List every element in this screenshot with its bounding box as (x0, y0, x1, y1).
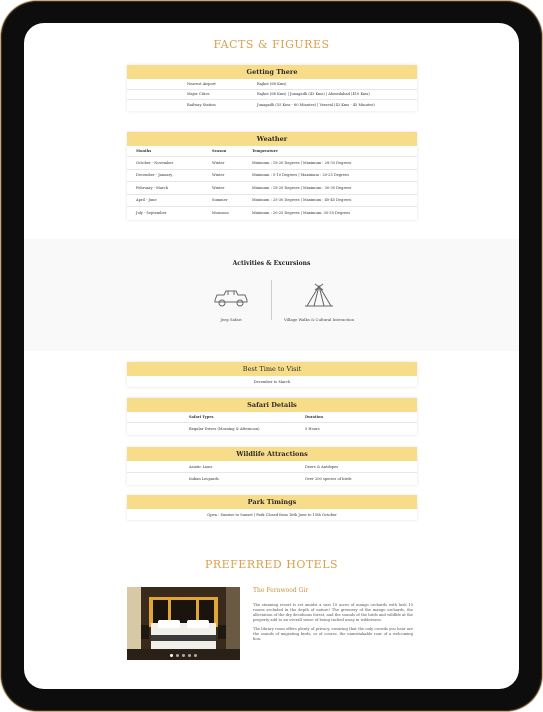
carousel-dot[interactable] (188, 654, 191, 657)
cell-months: April - June (136, 198, 157, 203)
cell-safari-type: Regular Drives (Morning & Afternoon) (189, 427, 260, 431)
activities-divider (271, 280, 272, 320)
row-value: Rajkot (68 Kms) (257, 81, 287, 86)
best-time-card (127, 362, 417, 387)
cell-temperature: Minimum : 20-25 Degrees | Maximum: 30-35 Degrees (252, 211, 351, 216)
cell-wildlife: Indian Leopards (189, 477, 219, 481)
header-temperature: Temperature (252, 149, 278, 153)
table-row (127, 423, 417, 435)
header-duration: Duration (305, 415, 323, 419)
park-timings-value: Open : Sunrise to Sunset | Park Closed from 16th June to 15th October (207, 512, 337, 517)
safari-details-card (127, 398, 417, 435)
screen (24, 23, 519, 689)
wildlife-title: Wildlife Attractions (127, 447, 417, 461)
activity-label: Jeep Safari (220, 317, 242, 322)
table-row (127, 461, 417, 473)
table-row (127, 182, 417, 195)
table-row (127, 100, 417, 111)
cell-months: February - March (136, 185, 169, 190)
table-row (127, 157, 417, 170)
carousel-dot[interactable] (194, 654, 197, 657)
cell-season: Monsoon (212, 211, 229, 216)
activity-label: Village Walks & Cultural Interaction (284, 317, 354, 322)
cell-months: July - September (136, 211, 167, 216)
table-header-row (127, 146, 417, 157)
wildlife-card (127, 447, 417, 485)
header-months: Months (136, 149, 152, 153)
carousel-dots (127, 654, 240, 657)
hotel-description (253, 603, 413, 642)
cell-temperature: Minimum : 18-20 Degrees | Maximum : 28-33 Degrees (252, 160, 352, 165)
row-label: Major Cities (187, 92, 210, 97)
safari-details-title: Safari Details (127, 398, 417, 412)
header-safari-types: Safari Types (189, 415, 214, 419)
facts-heading: FACTS & FIGURES (213, 38, 330, 51)
activities-section (24, 239, 519, 351)
hotel-name[interactable]: The Fernwood Gir (253, 587, 309, 594)
weather-card (127, 132, 417, 220)
table-row (127, 170, 417, 183)
row-value: Junagadh (55 Kms - 60 Minutes) | Veraval (42 Kms - 45 Minutes) (257, 103, 375, 108)
table-row (127, 376, 417, 387)
row-value: Rajkot (68 Kms) | Junagadh (43 Kms) | Ahmedabad (410 Kms) (257, 92, 370, 97)
cell-season: Summer (212, 198, 228, 203)
table-row (127, 90, 417, 101)
hotel-paragraph: The library room offers plenty of privacy, ensuring that the only crowds you hear are the sounds of migrating birds, or of course, the unmistakable roar of a welcoming lion. (253, 627, 413, 641)
row-label: Railway Station (187, 103, 216, 108)
activities-title: Activities & Excursions (232, 260, 311, 267)
header-season: Season (212, 149, 227, 153)
table-header-row (127, 412, 417, 423)
getting-there-title: Getting There (127, 65, 417, 79)
cell-temperature: Minimum : 18-20 Degrees | Maximum : 30-35 Degrees (252, 185, 352, 190)
activity-jeep-safari[interactable] (200, 286, 262, 326)
cell-wildlife: Over 200 species of birds (305, 477, 352, 481)
cell-season: Winter (212, 160, 225, 165)
carousel-dot[interactable] (176, 654, 179, 657)
hotel-room-image (127, 587, 240, 660)
hotel-paragraph: The stunning resort is set amidst a vast 10 acres of mango orchards with lush 10 rooms secluded in the depth of nature! The greenery of the mango orchards, the alleviation of the dry deciduous forest, and the sounds of the birds and wildlife at the property add to an overall sense of being tucked away in wilderness. (253, 603, 413, 622)
cell-wildlife: Asiatic Lions (189, 464, 213, 469)
park-timings-card (127, 495, 417, 520)
cell-wildlife: Deers & Antilopes (305, 464, 339, 469)
jeep-icon (200, 286, 262, 308)
park-timings-title: Park Timings (127, 495, 417, 509)
cell-months: December - January (136, 173, 173, 178)
weather-title: Weather (127, 132, 417, 146)
getting-there-card (127, 65, 417, 111)
best-time-title: Best Time to Visit (127, 362, 417, 376)
carousel-dot[interactable] (170, 654, 173, 657)
hotel-image-carousel[interactable] (127, 587, 240, 660)
best-time-value: December to March (253, 379, 291, 384)
row-label: Nearest Airport (187, 81, 216, 86)
table-row (127, 79, 417, 90)
carousel-dot[interactable] (182, 654, 185, 657)
table-row (127, 195, 417, 208)
cell-temperature: Minimum : 5-10 Degrees | Maximum : 20-25 Degrees (252, 173, 350, 178)
tent-icon (278, 283, 360, 309)
table-row (127, 207, 417, 220)
cell-duration: 3 Hours (305, 427, 320, 431)
hotels-heading: PREFERRED HOTELS (204, 558, 339, 571)
table-row (127, 473, 417, 485)
cell-temperature: Minimum : 25-30 Degrees | Maximum : 40-45 Degrees (252, 198, 352, 203)
cell-season: Winter (212, 173, 225, 178)
table-row (127, 509, 417, 520)
cell-season: Winter (212, 185, 225, 190)
activity-village-walks[interactable] (278, 283, 360, 327)
cell-months: October - November (136, 160, 174, 165)
